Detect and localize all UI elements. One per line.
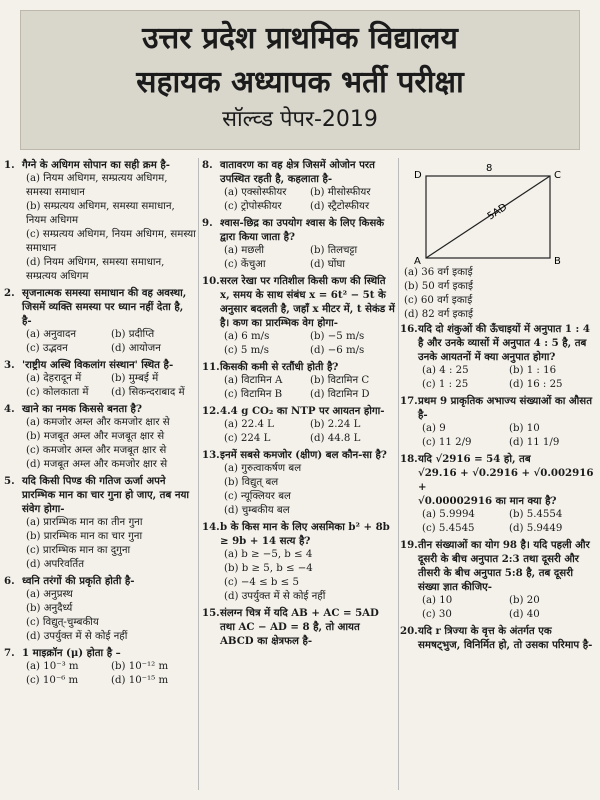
option-d: (d) 11 1/9 xyxy=(509,437,560,448)
rectangle-figure xyxy=(400,158,596,266)
option-a: (a) 10⁻³ m xyxy=(26,661,79,672)
option-a: (a) देहरादून में xyxy=(26,373,82,384)
math-expression: √29.16 + √0.2916 + √0.002916 + xyxy=(418,467,594,493)
question-text: वातावरण का वह क्षेत्र जिसमें ओजोन परत उपस्थित रहती है, कहलाता है- xyxy=(220,159,375,185)
option-a: (a) अनुप्रस्थ xyxy=(26,589,73,600)
question-text: 'राष्ट्रीय अस्थि विकलांग संस्थान' स्थित है- xyxy=(22,359,174,371)
option-a: (a) विटामिन A xyxy=(224,375,283,386)
option-b: (b) 10⁻¹² m xyxy=(111,661,169,672)
option-b: (b) मजबूत अम्ल और मजबूत क्षार से xyxy=(26,431,165,442)
question-text: यदि r त्रिज्या के वृत्त के अंतर्गत एक समषट्भुज, विनिर्मित हो, तो उसका परिमाप है- xyxy=(418,625,593,651)
option-a: (a) नियम अधिगम, सम्प्रत्यय अधिगम, समस्या समाधान xyxy=(26,173,168,198)
option-b: (b) सम्प्रत्यय अधिगम, समस्या समाधान, नियम अधिगम xyxy=(26,201,175,226)
option-c: (c) 60 वर्ग इकाई xyxy=(404,295,473,306)
question-number: 7. xyxy=(4,647,15,659)
question-number: 6. xyxy=(4,575,15,587)
rectangle-diagram xyxy=(400,158,596,266)
option-d: (d) मजबूत अम्ल और कमजोर क्षार से xyxy=(26,459,168,470)
option-b: (b) विद्युत् बल xyxy=(224,477,279,488)
question-number: 3. xyxy=(4,359,15,371)
option-b: (b) प्रदीप्ति xyxy=(111,329,155,340)
option-a: (a) 22.4 L xyxy=(224,419,274,430)
option-d: (d) −6 m/s xyxy=(310,345,365,356)
option-c: (c) 1 : 25 xyxy=(422,379,469,390)
question-number: 9. xyxy=(202,217,213,229)
option-c: (c) ट्रोपोस्फीयर xyxy=(224,201,282,212)
option-a: (a) एक्सोस्फीयर xyxy=(224,187,287,198)
question-text: सरल रेखा पर गतिशील किसी कण की स्थिति x, समय के साथ संबंध x = 6t² − 5t के अनुसार बदलती है, जहाँ x मीटर में, t सेकंड में है। कण का प्रारम्भिक वेग होगा- xyxy=(220,275,395,329)
column-2 xyxy=(202,158,396,650)
question-6 xyxy=(4,574,196,644)
option-a: (a) कमजोर अम्ल और कमजोर क्षार से xyxy=(26,417,170,428)
question-text: यदि √2916 = 54 हो, तब xyxy=(418,453,531,465)
option-d: (d) आयोजन xyxy=(111,343,161,354)
option-d: (d) विटामिन D xyxy=(310,389,370,400)
option-d: (d) 16 : 25 xyxy=(509,379,563,390)
question-5 xyxy=(4,474,196,572)
question-number: 15. xyxy=(202,607,220,619)
option-c: (c) 10⁻⁶ m xyxy=(26,675,79,686)
option-d: (d) चुम्बकीय बल xyxy=(224,505,290,516)
question-text: प्रथम 9 प्राकृतिक अभाज्य संख्याओं का औसत है- xyxy=(418,395,592,421)
question-text: खाने का नमक किससे बनता है? xyxy=(22,403,142,415)
option-d: (d) उपर्युक्त में से कोई नहीं xyxy=(224,591,326,602)
question-number: 13. xyxy=(202,449,220,461)
option-a: (a) प्रारम्भिक मान का तीन गुना xyxy=(26,517,143,528)
option-d: (d) घोंघा xyxy=(310,259,346,270)
question-2 xyxy=(4,286,196,356)
question-text: 1 माइक्रॉन (μ) होता है – xyxy=(22,647,121,659)
option-b: (b) 20 xyxy=(509,595,540,606)
option-c: (c) 30 xyxy=(422,609,452,620)
question-7 xyxy=(4,646,196,688)
option-a: (a) 36 वर्ग इकाई xyxy=(404,267,473,278)
option-d: (d) उपर्युक्त में से कोई नहीं xyxy=(26,631,128,642)
question-17 xyxy=(400,394,596,450)
question-number: 18. xyxy=(400,453,418,465)
option-d: (d) स्ट्रैटोस्फीयर xyxy=(310,201,370,212)
option-b: (b) −5 m/s xyxy=(310,331,365,342)
diagonal-label: 5AD xyxy=(485,201,510,223)
column-1 xyxy=(4,158,196,690)
question-18 xyxy=(400,452,596,536)
question-text: इनमें सबसे कमजोर (क्षीण) बल कौन-सा है? xyxy=(220,449,387,461)
option-b: (b) अनुदैर्ध्य xyxy=(26,603,73,614)
column-3 xyxy=(400,158,596,654)
column-divider xyxy=(398,158,399,790)
question-4 xyxy=(4,402,196,472)
column-divider xyxy=(198,158,199,790)
vertex-c: C xyxy=(554,170,561,181)
question-number: 14. xyxy=(202,521,220,533)
option-c: (c) कोलकाता में xyxy=(26,387,89,398)
math-expression: √0.00002916 का मान क्या है? xyxy=(418,495,557,507)
option-b: (b) 5.4554 xyxy=(509,509,563,520)
option-d: (d) 82 वर्ग इकाई xyxy=(404,309,474,320)
question-number: 12. xyxy=(202,405,220,417)
question-text: यदि दो शंकुओं की ऊँचाइयों में अनुपात 1 : 4 है और उनके व्यासों में अनुपात 4 : 5 है, तब उनके आयतनों में क्या अनुपात होगा? xyxy=(418,323,590,363)
question-text: ध्वनि तरंगों की प्रकृति होती है- xyxy=(22,575,135,587)
option-c: (c) प्रारम्भिक मान का दुगुना xyxy=(26,545,131,556)
header-subtitle: सहायक अध्यापक भर्ती परीक्षा xyxy=(136,65,464,100)
header-title: उत्तर प्रदेश प्राथमिक विद्यालय xyxy=(142,21,458,56)
option-b: (b) विटामिन C xyxy=(310,375,370,386)
option-a: (a) 10 xyxy=(422,595,453,606)
question-10 xyxy=(202,274,396,358)
question-19 xyxy=(400,538,596,622)
question-text: गैग्ने के अधिगम सोपान का सही क्रम है- xyxy=(22,159,170,171)
option-d: (d) 44.8 L xyxy=(310,433,361,444)
option-c: (c) 5 m/s xyxy=(224,345,269,356)
option-c: (c) उद्भवन xyxy=(26,343,68,354)
question-number: 2. xyxy=(4,287,15,299)
option-a: (a) b ≥ −5, b ≤ 4 xyxy=(224,549,313,560)
option-c: (c) विद्युत्-चुम्बकीय xyxy=(26,617,99,628)
header-banner xyxy=(20,10,580,150)
question-text: किसकी कमी से रतौंधी होती है? xyxy=(220,361,339,373)
question-1 xyxy=(4,158,196,284)
option-b: (b) 50 वर्ग इकाई xyxy=(404,281,474,292)
question-text: यदि किसी पिण्ड की गतिज ऊर्जा अपने प्रारम्भिक मान का चार गुना हो जाए, तब नया संवेग होगा- xyxy=(22,475,190,515)
option-b: (b) तिलचट्टा xyxy=(310,245,358,256)
option-c: (c) कमजोर अम्ल और मजबूत क्षार से xyxy=(26,445,167,456)
option-d: (d) 40 xyxy=(509,609,540,620)
option-c: (c) 5.4545 xyxy=(422,523,475,534)
option-b: (b) 2.24 L xyxy=(310,419,361,430)
option-a: (a) 4 : 25 xyxy=(422,365,469,376)
question-number: 19. xyxy=(400,539,418,551)
question-15 xyxy=(202,606,396,648)
option-b: (b) मुम्बई में xyxy=(111,373,159,384)
question-13 xyxy=(202,448,396,518)
question-12 xyxy=(202,404,396,446)
header-paper-label: सॉल्व्ड पेपर-2019 xyxy=(222,107,378,132)
question-text: संलग्न चित्र में यदि AB + AC = 5AD तथा AC − AD = 8 है, तो आयत ABCD का क्षेत्रफल है- xyxy=(220,607,379,647)
question-number: 1. xyxy=(4,159,15,171)
option-c: (c) केंचुआ xyxy=(224,259,266,270)
option-d: (d) नियम अधिगम, समस्या समाधान, सम्प्रत्यय अधिगम xyxy=(26,257,165,282)
vertex-d: D xyxy=(414,170,422,181)
vertex-b: B xyxy=(554,256,561,266)
option-c: (c) −4 ≤ b ≤ 5 xyxy=(224,577,299,588)
question-8 xyxy=(202,158,396,214)
option-a: (a) अनुवादन xyxy=(26,329,77,340)
option-d: (d) अपरिवर्तित xyxy=(26,559,84,570)
question-9 xyxy=(202,216,396,272)
option-d: (d) 5.9449 xyxy=(509,523,563,534)
question-14 xyxy=(202,520,396,604)
question-text: श्वास-छिद्र का उपयोग श्वास के लिए किसके द्वारा किया जाता है? xyxy=(220,217,385,243)
option-d: (d) 10⁻¹⁵ m xyxy=(111,675,169,686)
question-number: 20. xyxy=(400,625,418,637)
question-number: 11. xyxy=(202,361,220,373)
question-number: 5. xyxy=(4,475,15,487)
option-a: (a) मछली xyxy=(224,245,265,256)
option-c: (c) न्यूक्लियर बल xyxy=(224,491,291,502)
option-a: (a) 6 m/s xyxy=(224,331,270,342)
option-a: (a) गुरुत्वाकर्षण बल xyxy=(224,463,302,474)
option-b: (b) b ≥ 5, b ≤ −4 xyxy=(224,563,313,574)
question-text: तीन संख्याओं का योग 98 है। यदि पहली और दूसरी के बीच अनुपात 2:3 तथा दूसरी और तीसरी के बीच अनुपात 5:8 है, तब दूसरी संख्या ज्ञात कीजिए- xyxy=(418,539,590,593)
question-number: 17. xyxy=(400,395,418,407)
question-3 xyxy=(4,358,196,400)
option-c: (c) विटामिन B xyxy=(224,389,283,400)
option-b: (b) 10 xyxy=(509,423,540,434)
option-a: (a) 5.9994 xyxy=(422,509,475,520)
vertex-a: A xyxy=(414,256,421,266)
question-text: b के किस मान के लिए असमिका b² + 8b ≥ 9b + 14 सत्य है? xyxy=(220,521,390,547)
question-number: 4. xyxy=(4,403,15,415)
question-number: 10. xyxy=(202,275,220,287)
option-b: (b) 1 : 16 xyxy=(509,365,557,376)
question-text: सृजनात्मक समस्या समाधान की वह अवस्था, जिसमें व्यक्ति समस्या पर ध्यान नहीं देता है, है- xyxy=(22,287,187,327)
option-b: (b) मीसोस्फीयर xyxy=(310,187,371,198)
side-label-dc: 8 xyxy=(486,163,493,174)
question-text: 4.4 g CO₂ का NTP पर आयतन होगा- xyxy=(220,405,385,417)
question-number: 8. xyxy=(202,159,213,171)
option-c: (c) सम्प्रत्यय अधिगम, नियम अधिगम, समस्या समाधान xyxy=(26,229,196,254)
option-c: (c) 11 2/9 xyxy=(422,437,472,448)
question-16 xyxy=(400,322,596,392)
option-b: (b) प्रारम्भिक मान का चार गुना xyxy=(26,531,143,542)
option-d: (d) सिकन्दराबाद में xyxy=(111,387,185,398)
question-number: 16. xyxy=(400,323,418,335)
option-a: (a) 9 xyxy=(422,423,446,434)
option-c: (c) 224 L xyxy=(224,433,271,444)
question-11 xyxy=(202,360,396,402)
question-20 xyxy=(400,624,596,652)
